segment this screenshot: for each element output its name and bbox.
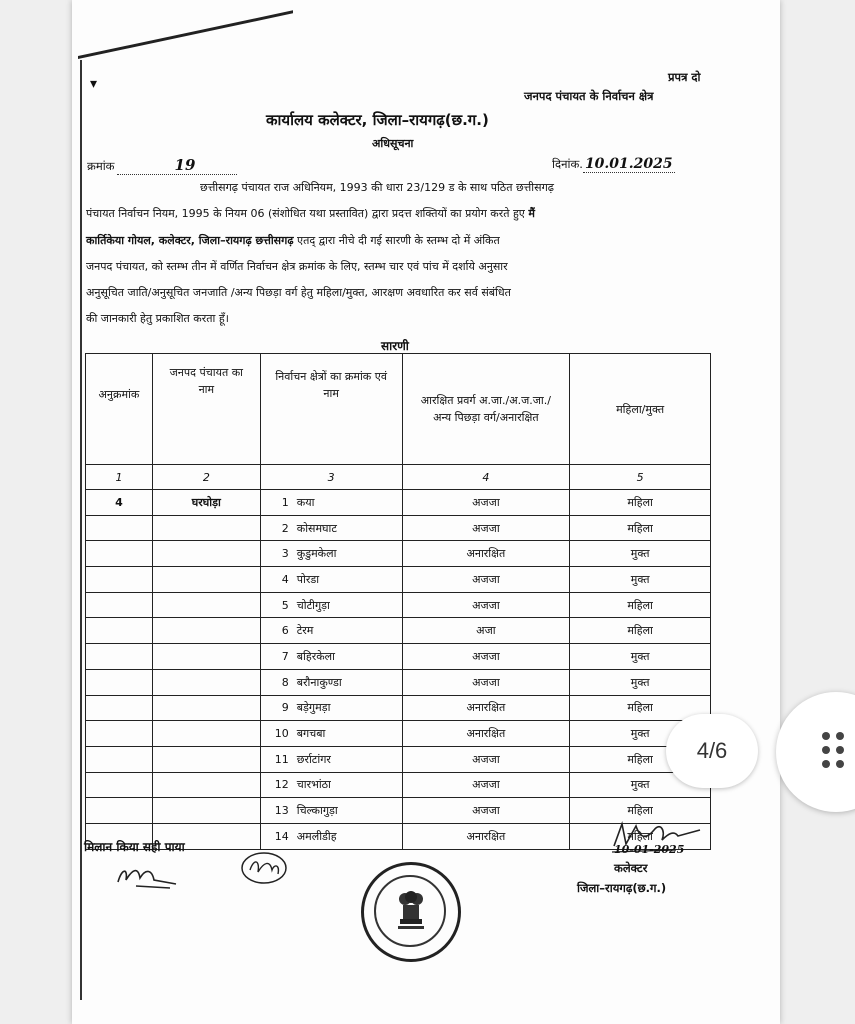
constituency-number: 10 [274,727,289,741]
table-row [86,669,711,695]
status-cell: महिला [570,695,711,721]
initials-signature [112,860,182,892]
body-line-1: छत्तीसगढ़ पंचायत राज अधिनियम, 1993 की धारा 23/129 ड के साथ पठित छत्तीसगढ़ [200,181,554,194]
status-cell: महिला [570,490,711,516]
constituency-number: 11 [274,752,289,766]
constituency-cell [260,823,402,849]
table-row [86,592,711,618]
status-cell: मुक्त [570,721,711,747]
constituency-cell [260,644,402,670]
serial-cell [86,567,153,593]
constituency-cell [260,592,402,618]
constituency-name: चोटीगुड़ा [296,598,330,612]
constituency-name: पोरडा [296,572,320,586]
header-serial: अनुक्रमांक [86,354,153,465]
body-line-5: अनुसूचित जाति/अनुसूचित जनजाति /अन्य पिछड़ा वर्ग हेतु महिला/मुक्त, आरक्षण अवधारित कर सर्व संबंधित [86,286,511,299]
constituency-number: 7 [281,649,289,663]
serial-cell [86,772,153,798]
constituency-cell [260,541,402,567]
janpad-cell [152,721,260,747]
bullet-mark: ▾ [90,76,98,92]
janpad-cell [152,567,260,593]
status-cell: मुक्त [570,567,711,593]
header-janpad: जनपद पंचायत का नाम [152,354,260,465]
serial-cell [86,721,153,747]
category-cell: अनारक्षित [402,541,570,567]
constituency-cell [260,772,402,798]
constituency-cell [260,567,402,593]
table-row [86,721,711,747]
column-number: 3 [260,465,402,490]
constituency-cell [260,695,402,721]
category-cell: अजजा [402,669,570,695]
table-row [86,644,711,670]
status-cell: महिला [570,746,711,772]
category-cell: अजजा [402,798,570,824]
constituency-number: 3 [281,547,289,561]
constituency-name: अमलीडीह [296,829,337,843]
serial-cell [86,695,153,721]
janpad-cell [152,798,260,824]
table-row [86,490,711,516]
constituency-name: चिल्कागुड़ा [296,804,338,818]
category-cell: अजजा [402,567,570,593]
column-number: 2 [152,465,260,490]
collector-district: जिला–रायगढ़(छ.ग.) [577,881,667,895]
table-row [86,695,711,721]
janpad-cell [152,541,260,567]
page-indicator: 4/6 [666,714,758,788]
column-number: 5 [570,465,711,490]
constituency-name: टेरम [296,624,314,638]
status-cell: मुक्त [570,669,711,695]
status-cell: महिला [570,515,711,541]
janpad-cell [152,669,260,695]
constituency-name: बड़ेगुमड़ा [296,701,331,715]
grid-dots-icon [822,732,850,772]
date-value: 10.01.2025 [584,156,673,172]
constituency-number: 12 [274,778,289,792]
constituency-name: चारभांठा [296,778,331,792]
category-cell: अजजा [402,772,570,798]
status-cell: महिला [570,592,711,618]
serial-cell [86,515,153,541]
form-subtitle: जनपद पंचायत के निर्वाचन क्षेत्र [524,89,654,103]
constituency-number: 4 [281,572,289,586]
table-title: सारणी [381,339,409,353]
constituency-name: छर्राटांगर [296,752,331,766]
category-cell: अजजा [402,515,570,541]
serial-cell [86,618,153,644]
notice-heading: अधिसूचना [372,137,414,150]
table-row [86,541,711,567]
janpad-cell [152,644,260,670]
constituency-number: 9 [281,701,289,715]
officer-signature-mark [238,848,290,888]
constituency-cell [260,490,402,516]
table-header-row [86,354,711,465]
table-row [86,618,711,644]
category-cell: अजजा [402,490,570,516]
serial-cell: 4 [86,490,153,516]
body-line-4: जनपद पंचायत, को स्तम्भ तीन में वर्णित निर्वाचन क्षेत्र क्रमांक के लिए, स्तम्भ चार एवं पांच में दर्शाये अनुसार [86,260,508,273]
official-seal-stamp [361,862,461,962]
category-cell: अजजा [402,746,570,772]
serial-cell [86,541,153,567]
serial-cell [86,592,153,618]
column-number-row [86,465,711,490]
office-heading: कार्यालय कलेक्टर, जिला–रायगढ़(छ.ग.) [266,111,489,129]
constituency-name: कया [296,495,315,509]
body-line-3: कार्तिकेया गोयल, कलेक्टर, जिला–रायगढ़ छत्तीसगढ़ एतद् द्वारा नीचे दी गई सारणी के स्तम्भ दो में अंकित [86,234,500,247]
column-number: 1 [86,465,153,490]
status-cell: मुक्त [570,541,711,567]
status-cell: मुक्त [570,772,711,798]
constituency-number: 13 [274,804,289,818]
collector-title: कलेक्टर [614,861,648,875]
page-margin-line [80,60,82,1000]
viewer-menu-button[interactable] [776,692,855,812]
table-row [86,567,711,593]
category-cell: अजजा [402,592,570,618]
header-category: आरक्षित प्रवर्ग अ.जा./अ.ज.जा./अन्य पिछड़ा वर्ग/अनारक्षित [402,354,570,465]
column-number: 4 [402,465,570,490]
janpad-cell [152,746,260,772]
category-cell: अनारक्षित [402,823,570,849]
constituency-number: 14 [274,829,289,843]
janpad-cell [152,695,260,721]
constituency-cell [260,746,402,772]
constituency-name: कोसमघाट [296,521,337,535]
category-cell: अजजा [402,644,570,670]
constituency-name: बहिरकेला [296,649,335,663]
body-line-6: की जानकारी हेतु प्रकाशित करता हूँ। [86,312,229,325]
reservation-table [85,353,711,850]
janpad-cell [152,618,260,644]
constituency-cell [260,669,402,695]
reference-number: 19 [174,156,196,174]
category-cell: अनारक्षित [402,721,570,747]
signature-date: 10-01-2025 [614,843,685,856]
body-line-2: पंचायत निर्वाचन नियम, 1995 के नियम 06 (संशोधित यथा प्रस्तावित) द्वारा प्रदत्त शक्तियों का प्रयोग करते हुए मैं [86,207,535,220]
date-label: दिनांक. 10.01.2025 [552,156,673,172]
constituency-number: 8 [281,675,289,689]
header-constituency: निर्वाचन क्षेत्रों का क्रमांक एवं नाम [260,354,402,465]
table-row [86,515,711,541]
janpad-cell [152,515,260,541]
constituency-cell [260,721,402,747]
constituency-cell [260,798,402,824]
table-row [86,746,711,772]
constituency-name: बरौनाकुण्डा [296,675,342,689]
janpad-cell [152,592,260,618]
constituency-number: 6 [281,624,289,638]
constituency-name: बगचबा [296,727,326,741]
status-cell: महिला [570,798,711,824]
constituency-name: कुडुमकेला [296,547,337,561]
constituency-cell [260,515,402,541]
verification-note: मिलान किया सही पाया [84,840,185,854]
serial-cell [86,798,153,824]
category-cell: अनारक्षित [402,695,570,721]
constituency-number: 5 [281,598,289,612]
serial-cell [86,746,153,772]
constituency-number: 1 [281,495,289,509]
janpad-cell: घरघोड़ा [152,490,260,516]
status-cell: महिला [570,618,711,644]
serial-cell [86,669,153,695]
header-status: महिला/मुक्त [570,354,711,465]
category-cell: अजा [402,618,570,644]
form-label: प्रपत्र दो [668,70,701,84]
status-cell: महिला [570,823,711,849]
serial-cell [86,644,153,670]
janpad-cell [152,772,260,798]
reference-label: क्रमांक 19 [87,156,237,175]
table-row [86,772,711,798]
constituency-number: 2 [281,521,289,535]
status-cell: मुक्त [570,644,711,670]
constituency-cell [260,618,402,644]
national-emblem-icon [394,889,428,933]
